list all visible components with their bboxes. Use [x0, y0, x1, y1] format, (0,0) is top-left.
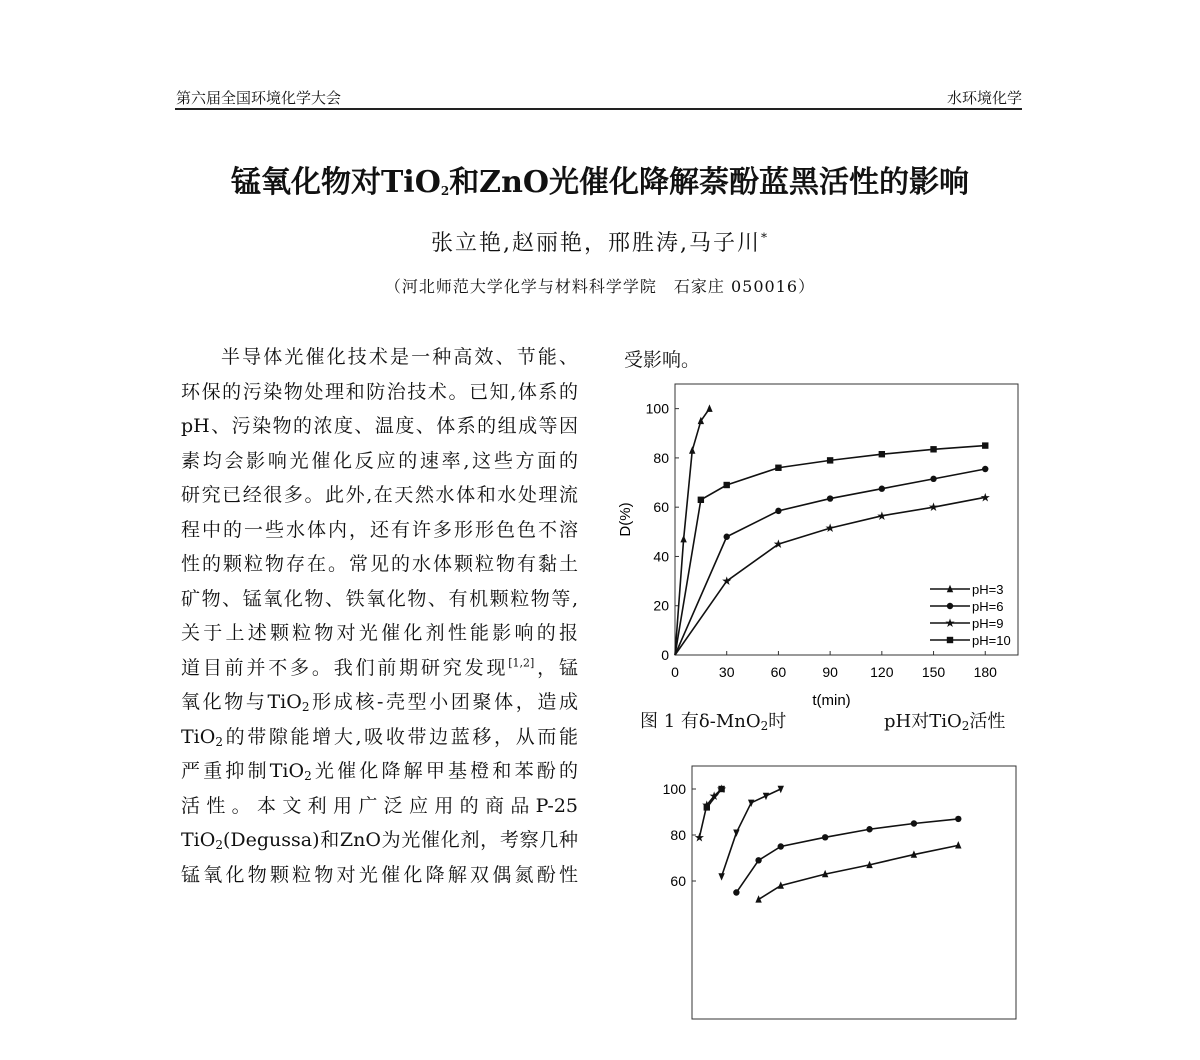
data-point: [911, 820, 917, 826]
series-line-pH=3: [675, 409, 709, 655]
text-run: 严重抑制TiO: [181, 760, 305, 782]
text-run: TiO: [181, 829, 216, 851]
x-tick-label: 180: [973, 664, 997, 680]
body-line: [181, 794, 578, 818]
data-point: ★: [716, 782, 727, 796]
x-tick-label: 120: [870, 664, 894, 680]
text-run: ，锰: [534, 656, 578, 679]
y-tick-label: 80: [653, 449, 669, 466]
x-tick-label: 30: [718, 664, 735, 680]
text-run: TiO: [181, 725, 216, 748]
title-part: 锰氧化物对TiO: [230, 165, 441, 200]
text-run: 程中的一些水体内，还有许多形形色色不溶: [181, 518, 578, 541]
data-point: [680, 535, 686, 542]
subscript: 2: [301, 700, 310, 714]
data-point: ★: [928, 500, 939, 515]
text-run: 锰氧化物颗粒物对光催化降解双偶氮酚性: [181, 863, 578, 886]
running-header-section: 水环境化学: [946, 89, 1022, 107]
caption-part: 图 1 有δ-MnO: [640, 711, 761, 732]
header-rule: [175, 108, 1022, 110]
y-tick-label: 0: [661, 647, 669, 663]
data-point: [866, 826, 872, 832]
data-point: [775, 465, 781, 471]
legend-label: pH=10: [972, 633, 1011, 648]
data-point: ★: [979, 490, 991, 505]
subscript: 2: [304, 769, 312, 783]
title-subscript: 2: [440, 184, 450, 198]
figure-2-chart: [600, 760, 1030, 1060]
data-point: [778, 843, 784, 849]
body-line: [181, 656, 578, 680]
body-line: [181, 725, 578, 749]
data-point: ★: [721, 574, 733, 589]
text-run: 性的颗粒物存在。常见的水体颗粒物有黏土: [181, 553, 578, 575]
data-point: [733, 889, 739, 895]
data-point: [879, 451, 885, 457]
affiliation: （河北师范大学化学与材料科学学院 石家庄 050016）: [384, 277, 816, 296]
data-point: [955, 841, 961, 848]
x-tick-label: 90: [822, 664, 838, 680]
text-run: 氧化物与TiO: [181, 691, 302, 713]
legend-marker: ★: [944, 616, 956, 630]
citation: [1,2]: [508, 656, 535, 670]
body-line: [181, 518, 578, 542]
figure-1-caption: [640, 707, 786, 733]
text-run: (Degussa)和ZnO为光催化剂，考察几种: [222, 829, 578, 851]
x-tick-label: 150: [921, 664, 946, 680]
legend-marker: [947, 603, 953, 609]
author-names: 张立艳,赵丽艳，邢胜涛,马子川: [431, 231, 761, 256]
y-tick-label: 40: [653, 548, 669, 565]
plot-frame: [692, 766, 1016, 1019]
data-point: [689, 446, 695, 453]
data-point: [724, 534, 730, 540]
y-tick-label: 60: [670, 873, 686, 889]
body-line: [181, 380, 578, 404]
legend-marker: [947, 637, 953, 643]
data-point: [755, 857, 761, 863]
running-header-conference: 第六届全国环境化学大会: [176, 89, 342, 107]
body-line: [181, 863, 578, 887]
subscript: 2: [215, 734, 223, 749]
data-point: ★: [876, 508, 888, 523]
y-tick-label: 80: [670, 827, 686, 843]
data-point: ★: [824, 521, 836, 536]
data-point: [930, 446, 936, 452]
y-tick-label: 20: [653, 597, 669, 614]
data-point: ★: [773, 537, 784, 552]
paper-title: [0, 157, 1200, 201]
x-tick-label: 0: [671, 664, 679, 680]
caption-part: pH对TiO: [884, 711, 962, 732]
caption-part: 活性: [969, 711, 1006, 732]
data-point: [724, 482, 730, 488]
body-line: [181, 414, 578, 438]
x-tick-label: 60: [770, 664, 787, 680]
subscript: 2: [215, 838, 223, 852]
data-point: [982, 442, 988, 448]
legend-label: pH=9: [972, 616, 1004, 631]
text-run: 关于上述颗粒物对光催化剂性能影响的报: [181, 622, 578, 644]
body-line: [181, 552, 578, 576]
data-point: [822, 834, 828, 840]
body-right-text: 受影响。: [624, 349, 701, 371]
text-run: 矿物、锰氧化物、铁氧化物、有机颗粒物等,: [181, 587, 578, 610]
text-run: 环保的污染物处理和防治技术。已知,体系的: [181, 380, 578, 403]
title-part: 和ZnO光催化降解萘酚蓝黑活性的影响: [449, 165, 970, 200]
body-line: [221, 345, 578, 369]
figure-1-caption-cont: [884, 707, 1005, 733]
body-line: [181, 828, 578, 852]
text-run: 半导体光催化技术是一种高效、节能、: [221, 346, 578, 368]
body-line: [181, 483, 578, 507]
body-line: [181, 449, 578, 473]
corresponding-mark: *: [761, 230, 769, 245]
data-point: [930, 476, 936, 482]
caption-sub: 2: [961, 719, 970, 733]
y-tick-label: 100: [645, 400, 669, 417]
legend-label: pH=6: [972, 599, 1004, 614]
figure-1-chart: [600, 375, 1030, 710]
data-point: [775, 508, 781, 514]
text-run: 形成核-壳型小团聚体，造成: [309, 691, 579, 713]
data-point: [827, 457, 833, 463]
data-point: [706, 404, 712, 411]
series-line-s4: [736, 819, 958, 893]
data-point: ★: [708, 788, 720, 803]
data-point: [827, 495, 833, 501]
text-run: 研究已经很多。此外,在天然水体和水处理流: [181, 484, 578, 506]
data-point: [955, 816, 961, 822]
text-run: 素均会影响光催化反应的速率,这些方面的: [181, 449, 578, 472]
data-point: ★: [701, 798, 713, 813]
text-run: 光催化降解甲基橙和苯酚的: [311, 760, 578, 782]
y-tick-label: 60: [653, 499, 669, 516]
body-line: [181, 587, 578, 611]
data-point: [733, 830, 739, 837]
authors: [0, 226, 1200, 257]
data-point: [982, 466, 988, 472]
data-point: [879, 486, 885, 492]
caption-part: 时: [768, 711, 787, 732]
x-axis-label: t(min): [812, 692, 851, 709]
data-point: [698, 497, 704, 503]
body-line: [181, 759, 578, 783]
series-line-s5: [759, 845, 959, 899]
text-run: pH、污染物的浓度、温度、体系的组成等因: [181, 415, 578, 437]
y-axis-label: D(%): [617, 502, 634, 537]
body-line: [181, 690, 578, 714]
body-line: [181, 621, 578, 645]
y-tick-label: 100: [662, 781, 686, 797]
text-run: 的带隙能增大,吸收带边蓝移，从而能: [222, 725, 578, 748]
data-point: ★: [694, 830, 705, 845]
caption-sub: 2: [760, 719, 769, 733]
text-run: 活性。本文利用广泛应用的商品P-25: [181, 794, 578, 817]
text-run: 道目前并不多。我们前期研究发现: [181, 656, 509, 679]
data-point: [718, 873, 724, 880]
legend-label: pH=3: [972, 582, 1004, 597]
plot-frame: [675, 384, 1018, 655]
